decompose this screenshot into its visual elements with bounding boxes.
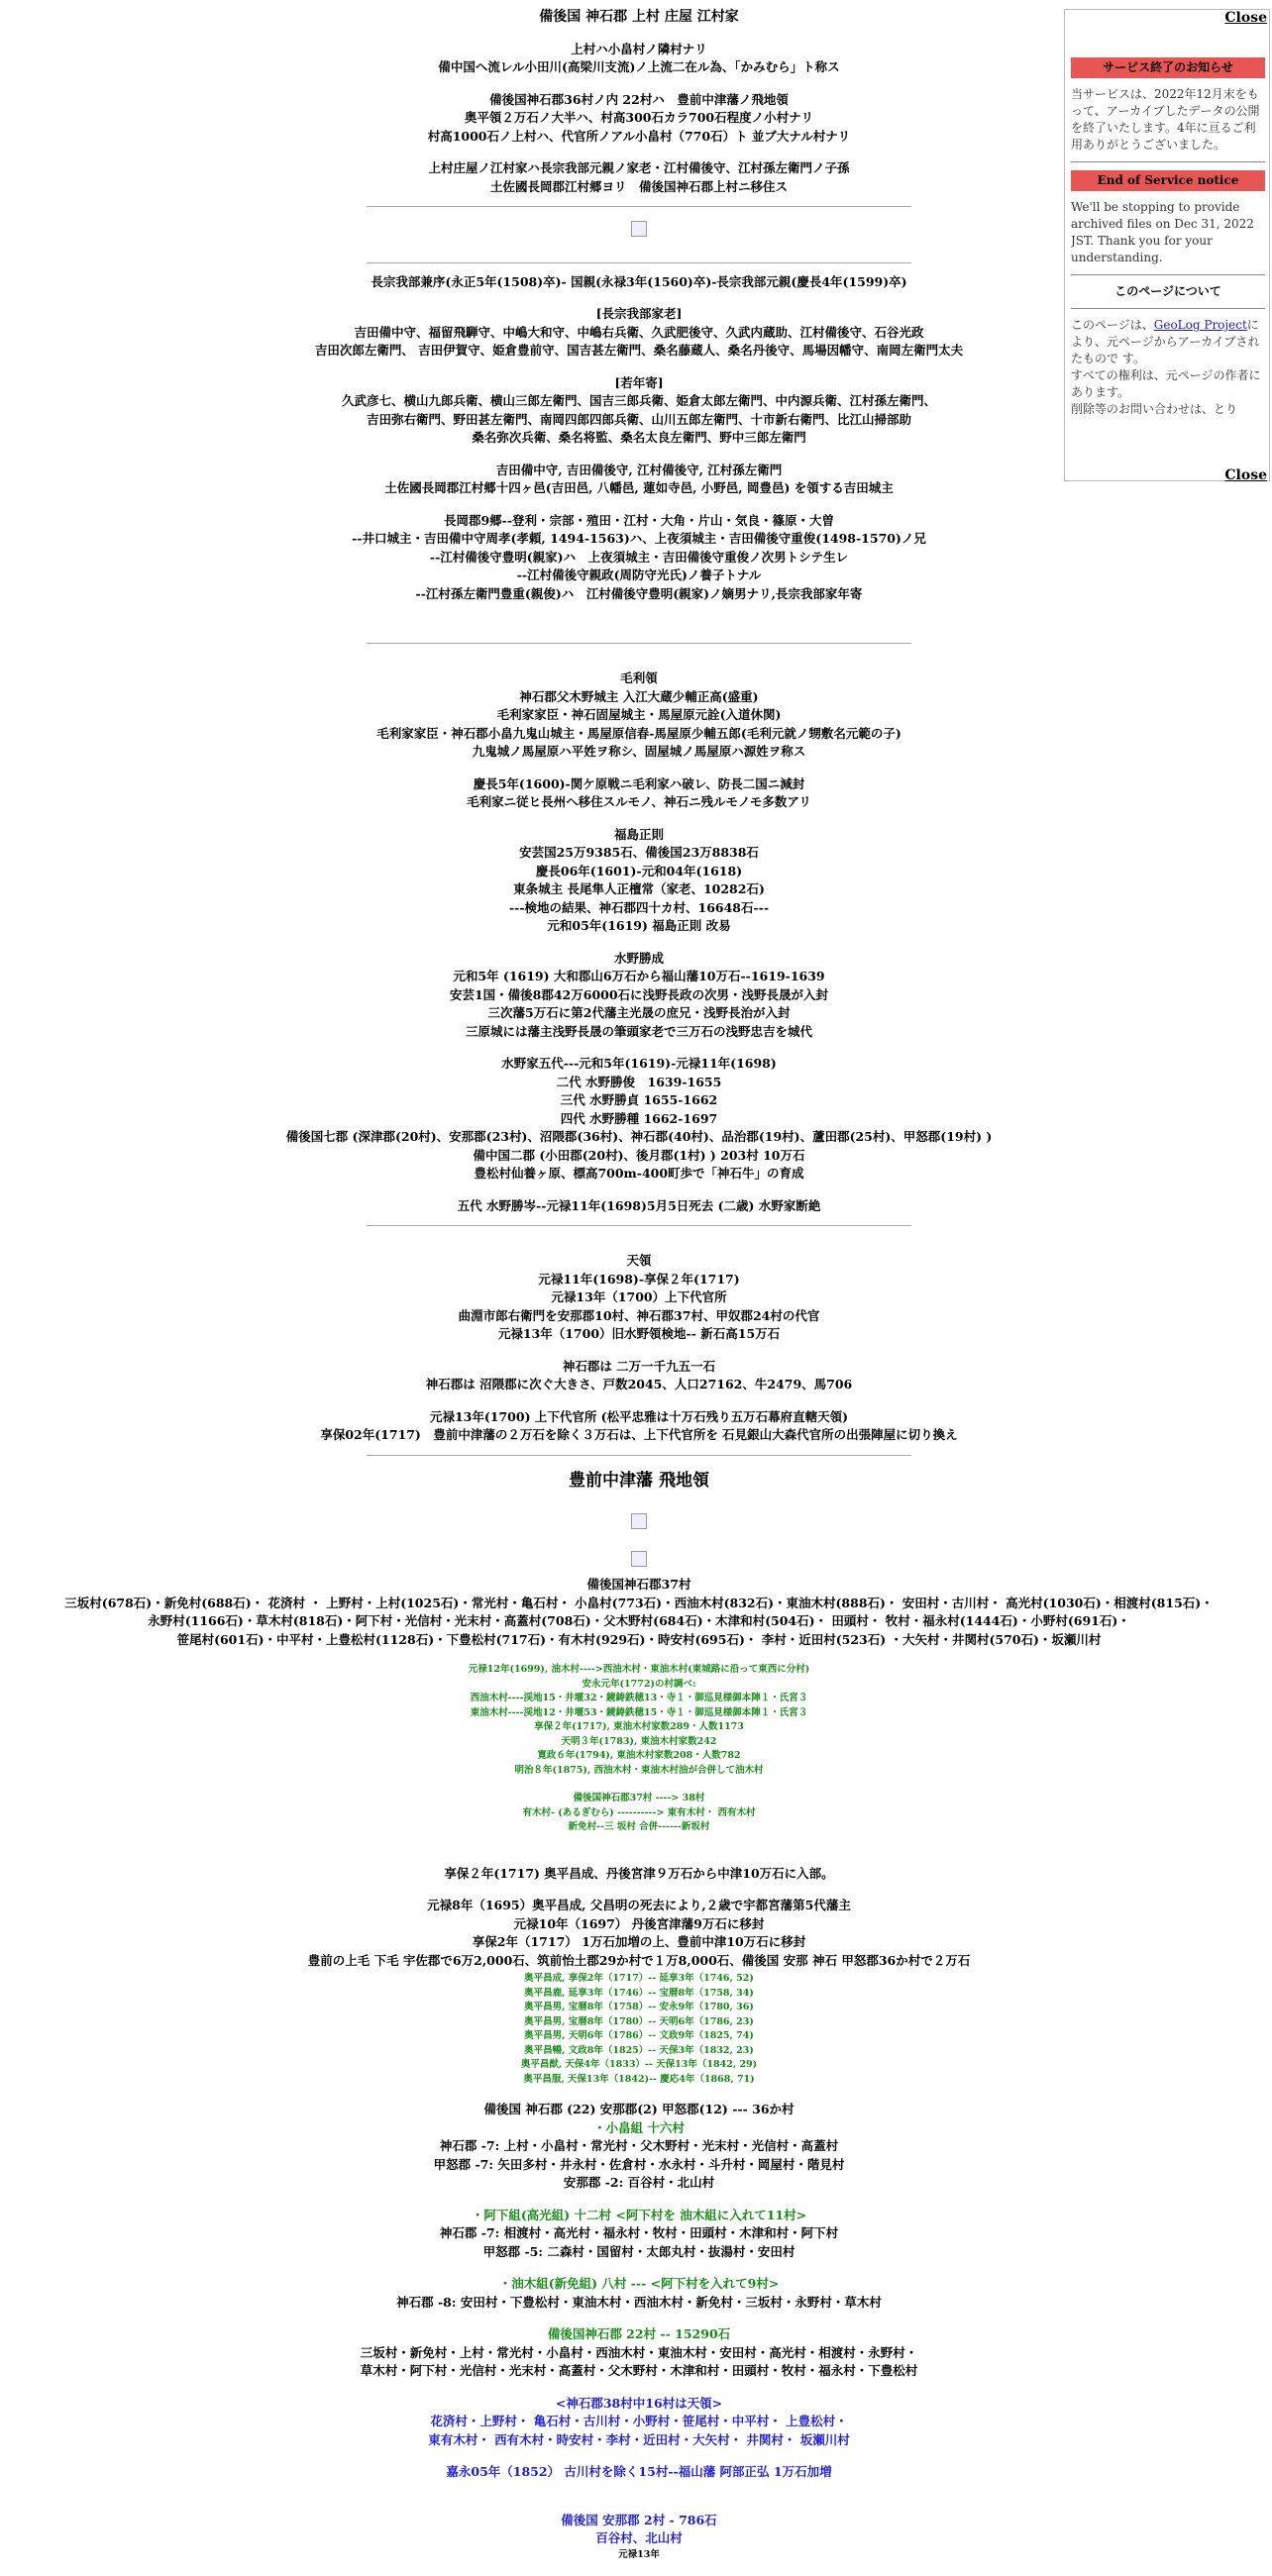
text-line: 毛利家ニ従ヒ長州ヘ移住スルモノ、神石ニ残ルモノモ多数アリ bbox=[467, 794, 811, 809]
archive-notice-panel bbox=[1064, 9, 1270, 481]
text-line: --江村備後守豊明(親家)ハ 上夜須城主・吉田備後守重俊ノ次男トシテ生レ bbox=[429, 549, 849, 565]
text-line: 慶長06年(1601)-元和04年(1618) bbox=[535, 863, 743, 878]
text-line: 土佐國長岡郡江村郷ヨリ 備後国神石郡上村ニ移住ス bbox=[489, 178, 788, 194]
text-line: ---検地の結果、神石郡四十カ村、16648石--- bbox=[508, 899, 770, 915]
text-line: 毛利家家臣・神石固屋城主・馬屋原元詮(入道休関) bbox=[496, 707, 782, 722]
text-line: 備中国二郡 (小田郡(20村)、後月郡(1村) ) 203村 10万石 bbox=[473, 1147, 805, 1163]
text-line: 明治８年(1875), 西油木村・東油木村油が合併して油木村 bbox=[514, 1764, 764, 1776]
okudaira-entry: 享保２年(1717) 奥平昌成、丹後宮津９万石から中津10万石に入部。 bbox=[444, 1865, 834, 1881]
section-heading: 天領 bbox=[626, 1253, 652, 1268]
text-line: 東有木村・ 西有木村・時安村・李村・近田村・大矢村・ 井関村・ 坂瀬川村 bbox=[428, 2431, 850, 2447]
text-line: 東条城主 長尾隼人正檀常（家老、10282石) bbox=[513, 881, 765, 896]
text-line: 長岡郡9郷--登利・宗部・殖田・江村・大角・片山・気良・篠原・大曽 bbox=[443, 512, 835, 528]
mizuno-end: 五代 水野勝岑--元禄11年(1698)5月5日死去 (二歳) 水野家断絶 bbox=[457, 1197, 821, 1213]
text-line: 曲淵市郎右衛門を安那郡10村、神石郡37村、甲奴郡24村の代官 bbox=[458, 1307, 820, 1323]
text-line: --江村備後守親政(周防守光氏)ノ養子トナル bbox=[516, 567, 762, 582]
text-line: 奥平昌猷, 天保4年（1833）-- 天保13年（1842, 29) bbox=[520, 2059, 758, 2070]
divider bbox=[367, 1455, 911, 1456]
text-line: 有木村- (あるぎむら) ----------> 東有木村・ 西有木村 bbox=[522, 1806, 756, 1818]
anna-villages bbox=[30, 2512, 1248, 2548]
text-line: 奥平昌服, 天保13年（1842)-- 慶応4年（1868, 71) bbox=[523, 2073, 755, 2085]
text-line: 奥平昌男, 宝暦8年（1758）-- 安永9年（1780, 36) bbox=[524, 2002, 754, 2012]
divider bbox=[367, 1225, 911, 1226]
divider bbox=[367, 206, 911, 207]
text-line: 新免村--三 坂村 合併------新坂村 bbox=[568, 1821, 710, 1832]
text-line: 三次藩5万石に第2代藩主光晟の庶兄・浅野長治が入封 bbox=[487, 1005, 791, 1020]
text-line: 元禄12年(1699), 油木村---->西油木村・東油木村(東城路に沿って東西に分村) bbox=[468, 1664, 810, 1675]
tenryo-villages bbox=[30, 2395, 1248, 2450]
text-line: 元禄13年（1700）旧水野領検地-- 新石高15万石 bbox=[497, 1326, 781, 1341]
about-rights: すべての権利は、元ページの作者にあります。 bbox=[1071, 368, 1261, 399]
kaei-note: 嘉永05年（1852） 古川村を除く15村--福山藩 阿部正弘 1万石加増 bbox=[446, 2464, 832, 2479]
text-line: 安那郡 -2: 百谷村・北山村 bbox=[563, 2175, 715, 2190]
text-line: 二代 水野勝俊 1639-1655 bbox=[556, 1074, 722, 1089]
broken-image-icon bbox=[631, 1513, 647, 1529]
divider bbox=[367, 643, 911, 644]
text-line: 奥平領２万石ノ大半ハ、村高300石カラ700石程度ノ小村ナリ bbox=[464, 110, 814, 125]
text-line: 村高1000石ノ上村ハ、代官所ノアル小畠村（770石）ト 並ブ大ナル村ナリ bbox=[427, 128, 851, 144]
text-line: 水野家五代---元和5年(1619)-元禄11年(1698) bbox=[501, 1056, 777, 1071]
text-line: 百谷村、北山村 bbox=[595, 2530, 683, 2545]
section-heading: 備後国神石郡37村 bbox=[586, 1577, 691, 1592]
nagaoka-paragraph bbox=[30, 512, 1248, 604]
text-line: 花済村・上野村・ 亀石村・古川村・小野村・笹尾村・中平村・ 上豊松村・ bbox=[430, 2414, 848, 2428]
geolog-project-link[interactable]: GeoLog Project bbox=[1153, 318, 1247, 332]
text-line: 吉田備中守、福留飛騨守、中嶋大和守、中嶋右兵衛、久武肥後守、久武内蔵助、江村備後守、石谷光政 bbox=[354, 324, 924, 340]
text-line: 神石郡 -8: 安田村・下豊松村・東油木村・西油木村・新免村・三坂村・永野村・草木村 bbox=[396, 2294, 882, 2310]
mizuno-five-generations bbox=[30, 1055, 1248, 1184]
keicho-paragraph bbox=[30, 775, 1248, 812]
text-line: 安芸1国・備後8郡42万6000石に浅野長政の次男・浅野長晟が入封 bbox=[449, 986, 829, 1002]
text-line: 四代 水野勝種 1662-1697 bbox=[560, 1110, 718, 1126]
service-end-banner-ja: サービス終了のお知らせ bbox=[1071, 57, 1265, 78]
text-line: 安芸国25万9385石、備後国23万8838石 bbox=[519, 845, 759, 860]
section-heading: 福島正則 bbox=[613, 826, 664, 842]
text-line: 元禄10年（1697） 丹後宮津藩9万石に移封 bbox=[513, 1915, 765, 1931]
text-line: 奥平昌暢, 文政8年（1825）-- 天保3年（1832, 23) bbox=[524, 2044, 754, 2056]
text-line: 永野村(1166石)・草木村(818石)・阿下村・光信村・光末村・高蓋村(708石)・父木野村(684石)・木津和村(504石)・ 田頭村・ 牧村・福永村(1444石)・小野村(691石)・ bbox=[148, 1613, 1130, 1628]
group-title: ・小畠組 十六村 bbox=[593, 2119, 685, 2135]
section-heading: [長宗我部家老] bbox=[595, 306, 683, 321]
text-line: 備後国神石郡36村ノ内 22村ハ 豊前中津藩ノ飛地領 bbox=[489, 91, 789, 107]
text-line: 奥平昌男, 宝暦8年（1780）-- 天明6年（1786, 23) bbox=[524, 2015, 754, 2027]
text-line: 神石郡は 二万一千九五一石 bbox=[562, 1358, 716, 1374]
text-line: 豊前の上毛 下毛 宇佐郡で6万2,000石、筑前怡土郡29か村で１万8,000石、備後国 安那 神石 甲怒郡36か村で２万石 bbox=[307, 1952, 971, 1968]
text-line: 神石郡は 沼隈郡に次ぐ大きさ、戸数2045、人口27162、牛2479、馬706 bbox=[425, 1377, 853, 1391]
text-line: 安永元年(1772)の村調べ: bbox=[582, 1678, 696, 1690]
group-title: ・油木組(新免組) 八村 --- <阿下村を入れて9村> bbox=[498, 2276, 780, 2291]
text-line: 吉田弥右衛門、野田甚左衛門、南岡四郎四郎兵衛、山川五郎左衛門、十市新右衛門、比江山掃部助 bbox=[366, 411, 911, 427]
section-heading: [若年寄] bbox=[614, 374, 664, 390]
text-line: 久武彦七、横山九郎兵衛、横山三郎左衛門、国吉三郎兵衛、姫倉太郎左衛門、中内源兵衛、江村孫左衛門、 bbox=[341, 393, 936, 408]
text-line: 土佐國長岡郡江村郷十四ヶ邑(吉田邑, 八幡邑, 蓮如寺邑, 小野邑, 岡豊邑) を領する吉田城主 bbox=[384, 480, 894, 495]
text-line: 三坂村(678石)・新免村(688石)・ 花済村 ・ 上野村・上村(1025石)・常光村・亀石村・ 小畠村(773石)・西油木村(832石)・東油木村(888石)・ 安田村・古川村・ 高光村(1030石)・相渡村(815石)・ bbox=[64, 1595, 1214, 1610]
section-heading: 備後国 神石郡 (22) 安那郡(2) 甲怒郡(12) --- 36か村 bbox=[483, 2102, 795, 2116]
broken-image-icon bbox=[631, 1551, 647, 1567]
service-end-banner-en: End of Service notice bbox=[1071, 170, 1265, 191]
text-line: 享保02年(1717) 豊前中津藩の２万石を除く３万石は、上下代官所を 石見銀山大森代官所の出張陣屋に切り換え bbox=[320, 1427, 958, 1442]
text-line: 上村庄屋ノ江村家ハ長宗我部元親ノ家老・江村備後守、江村孫左衛門ノ子孫 bbox=[428, 160, 850, 175]
text-line: 備中国へ流レル小田川(高梁川支流)ノ上流二在ル為、「かみむら」ト称ス bbox=[438, 59, 840, 74]
divider bbox=[1071, 161, 1265, 162]
text-line: 天明３年(1783), 東油木村家数242 bbox=[561, 1735, 717, 1747]
text-line: 上村ハ小畠村ノ隣村ナリ bbox=[571, 41, 707, 56]
broken-image-icon bbox=[631, 221, 647, 237]
text-line: 吉田備中守, 吉田備後守, 江村備後守, 江村孫左衛門 bbox=[495, 462, 783, 477]
text-line: 草木村・阿下村・光信村・光末村・高蓋村・父木野村・木津和村・田頭村・牧村・福永村・下豊松村 bbox=[360, 2363, 918, 2378]
text-line: 元和5年 (1619) 大和郡山6万石から福山藩10万石--1619-1639 bbox=[453, 969, 825, 983]
chosokabe-lineage: 長宗我部兼序(永正5年(1508)卒)- 国親(永禄3年(1560)卒)-長宗我部元親(慶長4年(1599)卒) bbox=[371, 273, 907, 289]
text-line: 甲怒郡 -5: 二森村・国留村・太郎丸村・抜湯村・安田村 bbox=[482, 2243, 795, 2259]
last-line: 元禄13年 bbox=[618, 2548, 660, 2560]
text-line: 奥平昌男, 天明6年（1786）-- 文政9年（1825, 74) bbox=[524, 2030, 754, 2041]
text-line: 神石郡 -7: 上村・小畠村・常光村・父木野村・光末村・光信村・高蓋村 bbox=[439, 2138, 839, 2153]
text-line: 元禄8年（1695）奥平昌成, 父昌明の死去により,２歳で宇都宮藩第5代藩主 bbox=[427, 1898, 851, 1912]
ashita-kumi bbox=[30, 2207, 1248, 2262]
text-line: --江村孫左衛門豊重(親俊)ハ 江村備後守豊明(親家)ノ嫡男ナリ,長宗我部家年寄 bbox=[415, 585, 863, 601]
group-title: <神石郡38村中16村は天領> bbox=[555, 2395, 723, 2411]
jinseki-stats bbox=[30, 1358, 1248, 1394]
text-line: 奥平昌成, 享保2年（1717）-- 延享3年（1746, 52) bbox=[524, 1973, 754, 1984]
service-end-note-ja: 当サービスは、2022年12月末をもって、アーカイブしたデータの公開を終了いたします。4年に亘るご利用ありがとうございました。 bbox=[1071, 87, 1260, 152]
text-line: 備後国七郡 (深津郡(20村)、安那郡(23村)、沼隈郡(36村)、神石郡(40村)、品治郡(19村)、蘆田郡(25村)、甲怒郡(19村) ) bbox=[285, 1129, 993, 1144]
text-line: 笹尾村(601石)・中平村・上豊松村(1128石)・下豊松村(717石)・有木村(929石)・時安村(695石)・ 李村・近田村(523石) ・大矢村・井関村(570石)・坂瀬川村 bbox=[176, 1631, 1102, 1647]
fukushima-paragraph bbox=[30, 826, 1248, 936]
villages-37 bbox=[30, 1576, 1248, 1649]
text-line: 三坂村・新免村・上村・常光村・小畠村・西油木村・東油木村・安田村・高光村・相渡村・永野村・ bbox=[360, 2344, 918, 2360]
obata-kumi bbox=[30, 2101, 1248, 2193]
text-line: 三代 水野勝貞 1655-1662 bbox=[560, 1092, 718, 1107]
okudaira-paragraph bbox=[30, 1897, 1248, 1970]
text-line: 元和05年(1619) 福島正則 改易 bbox=[547, 918, 731, 933]
text-line: 豊松村仙養ヶ原、標高700m-400町歩で「神石牛」の育成 bbox=[474, 1166, 804, 1181]
text-line: 毛利家家臣・神石郡小畠九鬼山城主・馬屋原信春-馬屋原少輔五郎(毛利元就ノ甥敷名元範の子) bbox=[376, 725, 901, 741]
about-text-post: により、元ページからアーカイブされたもので す。 bbox=[1071, 318, 1260, 365]
divider bbox=[367, 262, 911, 263]
village-merge-note bbox=[30, 1792, 1248, 1835]
page-title: 備後国 神石郡 上村 庄屋 江村家 bbox=[539, 9, 739, 25]
text-line: 吉田次郎左衛門、 吉田伊賀守、姫倉豊前守、国吉甚左衛門、桑名藤蔵人、桑名丹後守、馬場因幡守、南岡左衛門太夫 bbox=[314, 343, 964, 358]
service-end-note-en: We'll be stopping to provide archived files on Dec 31, 2022 JST. Thank you for your understanding. bbox=[1071, 200, 1254, 264]
about-contact: 削除等のお問い合わせは、とり bbox=[1071, 402, 1238, 416]
text-line: 三原城には藩主浅野長晟の筆頭家老で三万石の浅野忠吉を城代 bbox=[465, 1023, 812, 1039]
text-line: 寛政６年(1794), 東油木村家数208・人数782 bbox=[537, 1750, 741, 1761]
text-line: 甲怒郡 -7: 矢田多村・井永村・佐倉村・水永村・斗升村・岡屋村・階見村 bbox=[433, 2156, 845, 2172]
text-line: 九鬼城ノ馬屋原ハ平姓ヲ称シ、固屋城ノ馬屋原ハ源姓ヲ称ス bbox=[472, 744, 806, 759]
text-line: 奥平昌鹿, 延享3年（1746）-- 宝暦8年（1758, 34) bbox=[524, 1987, 754, 1999]
text-line: 元禄11年(1698)-享保２年(1717) bbox=[538, 1271, 740, 1287]
section-title-nakatsu: 豊前中津藩 飛地領 bbox=[569, 1470, 709, 1491]
notice-scroll-area[interactable] bbox=[1071, 50, 1265, 466]
section-heading: 毛利領 bbox=[620, 670, 658, 685]
text-line: 享保２年(1717), 東油木村家数289・人数1173 bbox=[534, 1721, 744, 1732]
okudaira-lords bbox=[30, 1972, 1248, 2087]
divider bbox=[1071, 308, 1265, 309]
yuki-kumi bbox=[30, 2275, 1248, 2312]
daikansho-paragraph bbox=[30, 1408, 1248, 1445]
about-text-pre: このページは、 bbox=[1071, 318, 1154, 332]
text-line: 神石郡父木野城主 入江大蔵少輔正高(盛重) bbox=[519, 688, 759, 704]
about-heading: このページについて bbox=[1114, 284, 1221, 298]
mizuno-paragraph bbox=[30, 950, 1248, 1042]
villages-22 bbox=[30, 2325, 1248, 2381]
yuki-note bbox=[30, 1663, 1248, 1778]
about-text bbox=[1071, 317, 1265, 418]
tenryo-paragraph bbox=[30, 1252, 1248, 1344]
section-heading: 水野勝成 bbox=[613, 950, 664, 966]
text-line: 神石郡 -7: 相渡村・高光村・福永村・牧村・田頭村・木津和村・阿下村 bbox=[439, 2225, 839, 2240]
close-button-bottom[interactable]: Close bbox=[1224, 467, 1267, 483]
text-line: 備後国神石郡37村 ----> 38村 bbox=[573, 1793, 705, 1803]
group-title: ・阿下組(高光組) 十二村 <阿下村を 油木組に入れて11村> bbox=[471, 2207, 807, 2222]
text-line: 享保2年（1717） 1万石加増の上、豊前中津10万石に移封 bbox=[472, 1934, 806, 1949]
close-button[interactable]: Close bbox=[1224, 10, 1267, 26]
text-line: 東油木村----渓地12・井堰53・鏡鋳鉄穂15・寺１・御巡見様御本陣１・氏宮３ bbox=[470, 1706, 808, 1718]
text-line: 桑名弥次兵衛、桑名将監、桑名太良左衛門、野中三郎左衛門 bbox=[472, 430, 806, 445]
text-line: 元禄13年（1700）上下代官所 bbox=[551, 1289, 727, 1304]
text-line: 元禄13年(1700) 上下代官所 (松平忠雅は十万石残り五万石幕府直轄天領) bbox=[429, 1408, 849, 1424]
text-line: 慶長5年(1600)-関ケ原戦ニ毛利家ハ破レ、防長二国ニ減封 bbox=[473, 775, 805, 791]
text-line: 備後国 安那郡 2村 - 786石 bbox=[561, 2512, 717, 2527]
group-title: 備後国神石郡 22村 -- 15290石 bbox=[547, 2326, 731, 2341]
text-line: 西油木村----渓地15・井堰32・鏡鋳鉄穂13・寺１・御巡見様御本陣１・氏宮３ bbox=[470, 1693, 808, 1703]
text-line: --井口城主・吉田備中守周孝(孝頼, 1494-1563)ハ、上夜須城主・吉田備後守重俊(1498-1570)ノ兄 bbox=[352, 531, 926, 546]
mori-paragraph bbox=[30, 670, 1248, 762]
divider bbox=[1071, 274, 1265, 275]
